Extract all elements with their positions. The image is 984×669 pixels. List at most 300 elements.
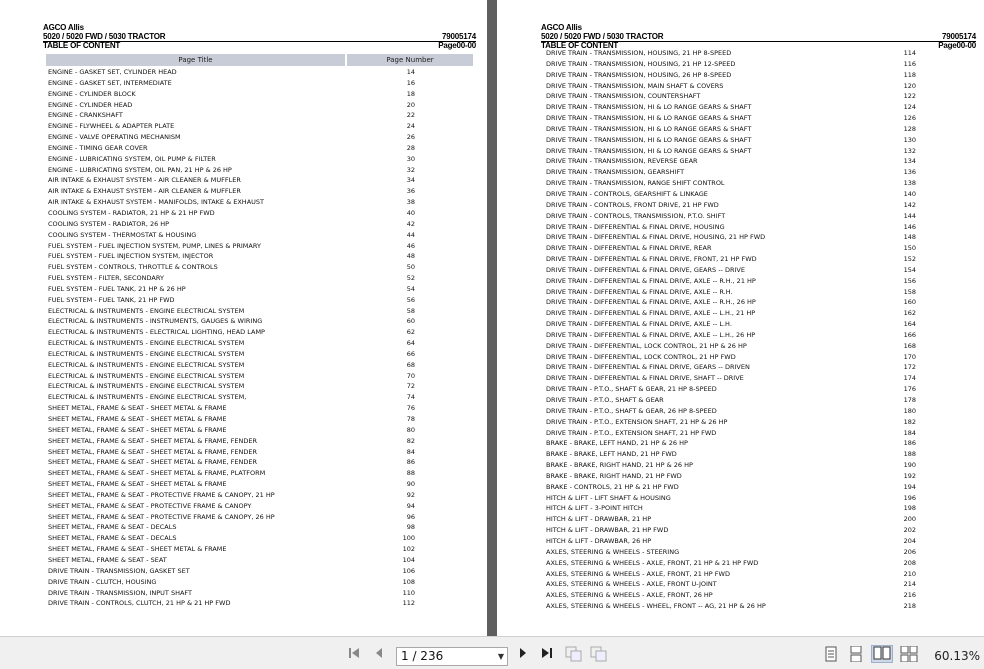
toc-entry-title: SHEET METAL, FRAME & SEAT - SHEET METAL & FRAME xyxy=(48,480,227,489)
toc-entry-title: SHEET METAL, FRAME & SEAT - SHEET METAL & FRAME, FENDER xyxy=(48,436,257,445)
toc-entry-page: 88 xyxy=(406,469,415,478)
toc-entry[interactable] xyxy=(546,569,916,580)
toc-entry-page: 162 xyxy=(903,309,916,318)
toc-entry[interactable] xyxy=(546,135,916,146)
toc-entry-title: AIR INTAKE & EXHAUST SYSTEM - MANIFOLDS, INTAKE & EXHAUST xyxy=(48,198,264,207)
toc-entry-title: ELECTRICAL & INSTRUMENTS - ENGINE ELECTRICAL SYSTEM xyxy=(48,382,245,391)
toc-entry[interactable] xyxy=(546,482,916,493)
toc-entry-page: 182 xyxy=(903,417,916,426)
toc-entry[interactable] xyxy=(48,533,415,544)
toc-entry-page: 190 xyxy=(903,461,916,470)
toc-entry-page: 144 xyxy=(903,211,916,220)
toc-entry[interactable] xyxy=(48,230,415,241)
toc-entry-page: 164 xyxy=(903,320,916,329)
toc-entry-title: DRIVE TRAIN - DIFFERENTIAL & FINAL DRIVE, HOUSING xyxy=(546,222,725,231)
viewer-toolbar xyxy=(0,636,984,669)
last-page-icon[interactable] xyxy=(538,646,556,662)
toc-entry-page: 100 xyxy=(402,534,415,543)
toc-entry[interactable] xyxy=(546,200,916,211)
toc-list-right xyxy=(546,48,916,612)
toc-entry-title: ELECTRICAL & INSTRUMENTS - ENGINE ELECTRICAL SYSTEM xyxy=(48,349,245,358)
toc-entry-page: 122 xyxy=(903,92,916,101)
toc-entry[interactable] xyxy=(546,232,916,243)
toc-entry-title: ENGINE - CYLINDER BLOCK xyxy=(48,89,136,98)
toc-entry[interactable] xyxy=(546,330,916,341)
toc-entry[interactable] xyxy=(48,588,415,599)
toc-entry[interactable] xyxy=(48,403,415,414)
toc-entry[interactable] xyxy=(48,447,415,458)
toc-entry-title: BRAKE - CONTROLS, 21 HP & 21 HP FWD xyxy=(546,482,679,491)
toc-entry[interactable] xyxy=(48,143,415,154)
toc-entry-title: DRIVE TRAIN - TRANSMISSION, HOUSING, 26 HP 8-SPEED xyxy=(546,70,732,79)
toc-entry-page: 154 xyxy=(903,265,916,274)
fit-page-icon[interactable] xyxy=(564,646,584,662)
toc-entry[interactable] xyxy=(546,91,916,102)
toc-entry-page: 214 xyxy=(903,580,916,589)
toc-entry-title: DRIVE TRAIN - CLUTCH, HOUSING xyxy=(48,577,157,586)
toc-entry-title: DRIVE TRAIN - TRANSMISSION, MAIN SHAFT & COVERS xyxy=(546,81,724,90)
toc-entry[interactable] xyxy=(48,197,415,208)
toc-entry-page: 184 xyxy=(903,428,916,437)
toc-label: TABLE OF CONTENT xyxy=(541,41,619,50)
toc-entry-title: DRIVE TRAIN - TRANSMISSION, HI & LO RANGE GEARS & SHAFT xyxy=(546,124,752,133)
toc-entry-page: 34 xyxy=(406,176,415,185)
toc-entry[interactable] xyxy=(546,102,916,113)
toc-entry[interactable] xyxy=(48,121,415,132)
toc-entry[interactable] xyxy=(48,381,415,392)
toc-entry-title: HITCH & LIFT - 3-POINT HITCH xyxy=(546,504,643,513)
toc-entry[interactable] xyxy=(546,590,916,601)
toc-entry-title: ENGINE - LUBRICATING SYSTEM, OIL PAN, 21 HP & 26 HP xyxy=(48,165,232,174)
toc-entry-page: 76 xyxy=(406,404,415,413)
toc-entry-title: DRIVE TRAIN - TRANSMISSION, RANGE SHIFT CONTROL xyxy=(546,179,725,188)
toc-entry-title: ELECTRICAL & INSTRUMENTS - ENGINE ELECTRICAL SYSTEM xyxy=(48,371,245,380)
toc-entry[interactable] xyxy=(546,146,916,157)
toc-entry[interactable] xyxy=(546,222,916,233)
toc-entry[interactable] xyxy=(48,67,415,78)
toc-entry-title: DRIVE TRAIN - CONTROLS, TRANSMISSION, P.T.O. SHIFT xyxy=(546,211,726,220)
two-page-view-icon[interactable] xyxy=(871,645,893,663)
toc-entry-page: 96 xyxy=(406,512,415,521)
toc-entry[interactable] xyxy=(48,78,415,89)
prev-page-icon[interactable] xyxy=(371,646,387,662)
column-header-page-title: Page Title xyxy=(46,54,345,66)
toc-entry[interactable] xyxy=(48,349,415,360)
toc-entry-page: 38 xyxy=(406,198,415,207)
toc-entry-page: 196 xyxy=(903,493,916,502)
toc-entry[interactable] xyxy=(546,417,916,428)
part-number: 79005174 xyxy=(442,32,476,41)
toc-entry-page: 112 xyxy=(402,599,415,608)
toc-entry-page: 74 xyxy=(406,393,415,402)
toc-entry-page: 152 xyxy=(903,255,916,264)
page-ref: Page00-00 xyxy=(438,41,476,50)
toc-entry-title: DRIVE TRAIN - P.T.O., EXTENSION SHAFT, 21 HP FWD xyxy=(546,428,717,437)
toc-entry[interactable] xyxy=(546,525,916,536)
toc-entry[interactable] xyxy=(48,577,415,588)
toc-entry-title: BRAKE - BRAKE, RIGHT HAND, 21 HP & 26 HP xyxy=(546,461,693,470)
toc-entry[interactable] xyxy=(546,265,916,276)
toc-entry-title: SHEET METAL, FRAME & SEAT - PROTECTIVE FRAME & CANOPY, 26 HP xyxy=(48,512,275,521)
toc-entry-title: SHEET METAL, FRAME & SEAT - DECALS xyxy=(48,534,177,543)
toc-entry-title: DRIVE TRAIN - CONTROLS, GEARSHIFT & LINKAGE xyxy=(546,189,708,198)
toc-entry-title: ENGINE - FLYWHEEL & ADAPTER PLATE xyxy=(48,122,175,131)
toc-entry-title: DRIVE TRAIN - DIFFERENTIAL & FINAL DRIVE, GEARS -- DRIVE xyxy=(546,265,745,274)
toc-entry[interactable] xyxy=(546,48,916,59)
toc-entry-page: 210 xyxy=(903,569,916,578)
toc-entry-title: SHEET METAL, FRAME & SEAT - SEAT xyxy=(48,555,167,564)
toc-entry-page: 148 xyxy=(903,233,916,242)
toc-entry[interactable] xyxy=(48,414,415,425)
model-line: 5020 / 5020 FWD / 5030 TRACTOR xyxy=(43,32,166,41)
toc-entry-page: 192 xyxy=(903,471,916,480)
toc-entry[interactable] xyxy=(546,428,916,439)
toc-entry-page: 146 xyxy=(903,222,916,231)
toc-entry[interactable] xyxy=(48,306,415,317)
toc-entry[interactable] xyxy=(546,503,916,514)
toc-entry-title: DRIVE TRAIN - DIFFERENTIAL & FINAL DRIVE, SHAFT -- DRIVE xyxy=(546,374,744,383)
toc-entry-page: 92 xyxy=(406,490,415,499)
toc-entry[interactable] xyxy=(48,327,415,338)
toc-entry-title: BRAKE - BRAKE, RIGHT HAND, 21 HP FWD xyxy=(546,471,682,480)
brand-name: AGCO Allis xyxy=(43,23,84,32)
toc-entry[interactable] xyxy=(546,189,916,200)
toc-entry-title: SHEET METAL, FRAME & SEAT - SHEET METAL & FRAME xyxy=(48,415,227,423)
toc-entry[interactable] xyxy=(546,113,916,124)
toc-entry-title: FUEL SYSTEM - FUEL TANK, 21 HP & 26 HP xyxy=(48,284,186,293)
toc-entry-title: DRIVE TRAIN - TRANSMISSION, REVERSE GEAR xyxy=(546,157,698,166)
toc-entry[interactable] xyxy=(546,373,916,384)
two-page-continuous-view-icon[interactable] xyxy=(899,646,919,662)
toc-entry-title: DRIVE TRAIN - DIFFERENTIAL & FINAL DRIVE, AXLE -- L.H., 21 HP xyxy=(546,309,756,318)
toc-entry[interactable] xyxy=(48,89,415,100)
toc-entry[interactable] xyxy=(546,536,916,547)
toc-entry-title: ELECTRICAL & INSTRUMENTS - ENGINE ELECTRICAL SYSTEM xyxy=(48,360,245,369)
toc-entry-page: 24 xyxy=(406,122,415,131)
toc-entry[interactable] xyxy=(546,178,916,189)
toc-entry-page: 94 xyxy=(406,501,415,510)
toc-entry[interactable] xyxy=(546,308,916,319)
toc-entry-title: ELECTRICAL & INSTRUMENTS - ENGINE ELECTRICAL SYSTEM xyxy=(48,306,245,315)
toc-entry[interactable] xyxy=(546,471,916,482)
toc-entry[interactable] xyxy=(48,512,415,523)
toc-entry-page: 168 xyxy=(903,341,916,350)
toc-entry-title: DRIVE TRAIN - TRANSMISSION, GASKET SET xyxy=(48,566,190,575)
toc-entry-page: 130 xyxy=(903,135,916,144)
toc-entry-title: SHEET METAL, FRAME & SEAT - SHEET METAL & FRAME xyxy=(48,545,227,554)
toc-entry-title: AXLES, STEERING & WHEELS - AXLE, FRONT U-JOINT xyxy=(546,580,717,589)
toc-entry-title: SHEET METAL, FRAME & SEAT - SHEET METAL & FRAME, FENDER xyxy=(48,447,257,456)
toc-entry-page: 32 xyxy=(406,165,415,174)
toc-entry-title: SHEET METAL, FRAME & SEAT - SHEET METAL & FRAME xyxy=(48,425,227,434)
page-ref: Page00-00 xyxy=(938,41,976,50)
toc-entry[interactable] xyxy=(546,579,916,590)
toc-entry-page: 72 xyxy=(406,382,415,391)
toc-entry-title: ELECTRICAL & INSTRUMENTS - INSTRUMENTS, GAUGES & WIRING xyxy=(48,317,263,326)
toc-entry-page: 54 xyxy=(406,284,415,293)
toc-entry-title: SHEET METAL, FRAME & SEAT - PROTECTIVE FRAME & CANOPY xyxy=(48,501,252,510)
toc-entry-page: 106 xyxy=(402,566,415,575)
toc-entry[interactable] xyxy=(48,132,415,143)
toc-entry-title: DRIVE TRAIN - P.T.O., SHAFT & GEAR, 26 HP 8-SPEED xyxy=(546,406,717,415)
toc-entry[interactable] xyxy=(546,59,916,70)
toc-entry-page: 116 xyxy=(903,59,916,68)
toc-entry[interactable] xyxy=(546,493,916,504)
toc-entry-page: 138 xyxy=(903,179,916,188)
toc-entry[interactable] xyxy=(546,352,916,363)
toc-entry[interactable] xyxy=(48,338,415,349)
toc-entry[interactable] xyxy=(546,362,916,373)
toc-entry[interactable] xyxy=(48,219,415,230)
toc-entry-title: ELECTRICAL & INSTRUMENTS - ENGINE ELECTRICAL SYSTEM xyxy=(48,339,245,348)
toc-entry-page: 80 xyxy=(406,425,415,434)
toc-entry[interactable] xyxy=(48,186,415,197)
toc-entry[interactable] xyxy=(546,156,916,167)
toc-entry[interactable] xyxy=(546,406,916,417)
toc-entry-page: 86 xyxy=(406,458,415,467)
toc-entry-page: 66 xyxy=(406,349,415,358)
toc-entry-title: BRAKE - BRAKE, LEFT HAND, 21 HP FWD xyxy=(546,450,677,459)
toc-entry-title: DRIVE TRAIN - DIFFERENTIAL & FINAL DRIVE, AXLE -- R.H. xyxy=(546,287,733,296)
toc-entry[interactable] xyxy=(546,254,916,265)
toc-entry-title: DRIVE TRAIN - TRANSMISSION, COUNTERSHAFT xyxy=(546,92,701,101)
fit-width-icon[interactable] xyxy=(589,646,609,662)
toc-entry[interactable] xyxy=(48,208,415,219)
toc-entry[interactable] xyxy=(48,490,415,501)
toc-entry[interactable] xyxy=(48,555,415,566)
toc-entry-page: 62 xyxy=(406,328,415,337)
toc-entry-page: 46 xyxy=(406,241,415,250)
toc-entry-title: FUEL SYSTEM - CONTROLS, THROTTLE & CONTROLS xyxy=(48,263,218,272)
toc-entry-page: 52 xyxy=(406,274,415,283)
model-line: 5020 / 5020 FWD / 5030 TRACTOR xyxy=(541,32,664,41)
toc-entry-page: 158 xyxy=(903,287,916,296)
toc-entry[interactable] xyxy=(546,287,916,298)
toc-entry[interactable] xyxy=(48,501,415,512)
toc-entry[interactable] xyxy=(48,154,415,165)
first-page-icon[interactable] xyxy=(345,646,363,662)
toc-entry[interactable] xyxy=(48,371,415,382)
toc-entry-title: HITCH & LIFT - DRAWBAR, 21 HP FWD xyxy=(546,526,669,535)
toc-label: TABLE OF CONTENT xyxy=(43,41,121,50)
toc-entry[interactable] xyxy=(48,251,415,262)
toc-entry-title: ENGINE - GASKET SET, INTERMEDIATE xyxy=(48,78,172,87)
toc-entry[interactable] xyxy=(546,514,916,525)
toc-entry[interactable] xyxy=(48,522,415,533)
toc-entry-page: 200 xyxy=(903,515,916,524)
toc-entry[interactable] xyxy=(546,70,916,81)
toc-entry-title: ENGINE - CYLINDER HEAD xyxy=(48,100,133,109)
toc-entry-page: 42 xyxy=(406,219,415,228)
toc-entry-title: AIR INTAKE & EXHAUST SYSTEM - AIR CLEANER & MUFFLER xyxy=(48,176,241,185)
page-number-select[interactable] xyxy=(396,647,508,666)
toc-entry[interactable] xyxy=(48,284,415,295)
toc-entry-page: 28 xyxy=(406,143,415,152)
toc-entry[interactable] xyxy=(48,110,415,121)
toc-entry-title: ELECTRICAL & INSTRUMENTS - ENGINE ELECTRICAL SYSTEM, xyxy=(48,393,247,402)
toc-entry-title: DRIVE TRAIN - P.T.O., SHAFT & GEAR xyxy=(546,396,664,404)
toc-entry[interactable] xyxy=(48,468,415,479)
toc-entry[interactable] xyxy=(546,395,916,406)
toc-entry-title: HITCH & LIFT - DRAWBAR, 21 HP xyxy=(546,515,652,524)
toc-entry-title: DRIVE TRAIN - DIFFERENTIAL & FINAL DRIVE, REAR xyxy=(546,244,712,253)
toc-entry[interactable] xyxy=(546,449,916,460)
toc-entry-title: ENGINE - CRANKSHAFT xyxy=(48,111,123,120)
toc-entry-page: 22 xyxy=(406,111,415,120)
toc-entry-title: DRIVE TRAIN - DIFFERENTIAL & FINAL DRIVE, AXLE -- R.H., 21 HP xyxy=(546,276,756,285)
toc-entry-title: DRIVE TRAIN - CONTROLS, FRONT DRIVE, 21 HP FWD xyxy=(546,200,719,209)
chevron-down-icon: ▼ xyxy=(497,652,504,661)
toc-entry-page: 56 xyxy=(406,295,415,304)
toc-entry[interactable] xyxy=(48,425,415,436)
toc-entry-page: 90 xyxy=(406,480,415,489)
toc-entry-page: 64 xyxy=(406,339,415,348)
toc-entry-title: DRIVE TRAIN - DIFFERENTIAL & FINAL DRIVE, HOUSING, 21 HP FWD xyxy=(546,233,766,242)
toc-entry-page: 128 xyxy=(903,124,916,133)
toc-entry[interactable] xyxy=(546,384,916,395)
pdf-page-left xyxy=(0,0,487,636)
toc-list-left xyxy=(48,67,415,609)
toc-entry-page: 110 xyxy=(402,588,415,597)
toc-entry[interactable] xyxy=(48,175,415,186)
toc-entry-page: 160 xyxy=(903,298,916,307)
toc-entry[interactable] xyxy=(546,211,916,222)
single-page-view-icon[interactable] xyxy=(823,646,839,662)
toc-entry-title: AXLES, STEERING & WHEELS - STEERING xyxy=(546,547,680,556)
toc-entry-title: DRIVE TRAIN - TRANSMISSION, HOUSING, 21 HP 12-SPEED xyxy=(546,59,736,68)
toc-entry-page: 204 xyxy=(903,536,916,545)
continuous-view-icon[interactable] xyxy=(848,646,864,662)
toc-entry[interactable] xyxy=(48,392,415,403)
column-header-page-number: Page Number xyxy=(347,54,473,66)
toc-entry-page: 202 xyxy=(903,526,916,535)
toc-entry-page: 150 xyxy=(903,244,916,253)
toc-entry-page: 118 xyxy=(903,70,916,79)
toc-entry-page: 198 xyxy=(903,504,916,513)
toc-entry-title: AXLES, STEERING & WHEELS - AXLE, FRONT, 21 HP FWD xyxy=(546,569,730,578)
toc-entry-page: 166 xyxy=(903,330,916,339)
toc-entry[interactable] xyxy=(546,243,916,254)
toc-entry-page: 78 xyxy=(406,415,415,423)
toc-entry-page: 194 xyxy=(903,482,916,491)
toc-entry-title: AIR INTAKE & EXHAUST SYSTEM - AIR CLEANER & MUFFLER xyxy=(48,187,241,196)
toc-entry-title: SHEET METAL, FRAME & SEAT - DECALS xyxy=(48,523,177,532)
toc-entry-page: 178 xyxy=(903,396,916,404)
toc-entry[interactable] xyxy=(48,360,415,371)
toc-entry[interactable] xyxy=(48,598,415,609)
toc-entry[interactable] xyxy=(546,547,916,558)
toc-entry-page: 120 xyxy=(903,81,916,90)
toc-entry[interactable] xyxy=(48,100,415,111)
toc-entry-title: DRIVE TRAIN - DIFFERENTIAL & FINAL DRIVE, FRONT, 21 HP FWD xyxy=(546,255,757,264)
toc-entry-title: DRIVE TRAIN - CONTROLS, CLUTCH, 21 HP & 21 HP FWD xyxy=(48,599,231,608)
toc-entry[interactable] xyxy=(48,273,415,284)
toc-entry[interactable] xyxy=(546,124,916,135)
toc-entry-page: 84 xyxy=(406,447,415,456)
toc-entry[interactable] xyxy=(48,295,415,306)
toc-entry[interactable] xyxy=(546,558,916,569)
toc-entry-page: 174 xyxy=(903,374,916,383)
toc-entry-title: DRIVE TRAIN - DIFFERENTIAL, LOCK CONTROL, 21 HP FWD xyxy=(546,352,736,361)
toc-entry[interactable] xyxy=(546,460,916,471)
toc-entry[interactable] xyxy=(546,438,916,449)
toc-entry-title: FUEL SYSTEM - FUEL INJECTION SYSTEM, INJECTOR xyxy=(48,252,214,261)
toc-entry-title: ENGINE - LUBRICATING SYSTEM, OIL PUMP & FILTER xyxy=(48,154,216,163)
toc-entry-page: 142 xyxy=(903,200,916,209)
toc-entry-title: FUEL SYSTEM - FILTER, SECONDARY xyxy=(48,274,164,283)
next-page-icon[interactable] xyxy=(515,646,531,662)
toc-entry-title: DRIVE TRAIN - P.T.O., SHAFT & GEAR, 21 HP 8-SPEED xyxy=(546,385,717,394)
toc-entry-title: COOLING SYSTEM - RADIATOR, 21 HP & 21 HP FWD xyxy=(48,208,215,217)
toc-entry-title: AXLES, STEERING & WHEELS - AXLE, FRONT, 26 HP xyxy=(546,591,713,600)
toc-entry[interactable] xyxy=(48,566,415,577)
toc-entry[interactable] xyxy=(546,81,916,92)
toc-entry-page: 176 xyxy=(903,385,916,394)
toc-entry[interactable] xyxy=(48,165,415,176)
toc-entry-page: 124 xyxy=(903,103,916,112)
toc-entry-page: 102 xyxy=(402,545,415,554)
toc-entry-page: 30 xyxy=(406,154,415,163)
toc-entry-page: 140 xyxy=(903,189,916,198)
toc-entry-title: ENGINE - GASKET SET, CYLINDER HEAD xyxy=(48,68,177,76)
toc-entry-title: DRIVE TRAIN - P.T.O., EXTENSION SHAFT, 21 HP & 26 HP xyxy=(546,417,728,426)
toc-entry-page: 50 xyxy=(406,263,415,272)
toc-entry[interactable] xyxy=(546,319,916,330)
toc-entry-page: 60 xyxy=(406,317,415,326)
toc-entry[interactable] xyxy=(546,167,916,178)
toc-entry[interactable] xyxy=(48,457,415,468)
toc-entry[interactable] xyxy=(546,341,916,352)
toc-entry-page: 134 xyxy=(903,157,916,166)
toc-entry-title: DRIVE TRAIN - DIFFERENTIAL & FINAL DRIVE, AXLE -- R.H., 26 HP xyxy=(546,298,756,307)
toc-entry-title: FUEL SYSTEM - FUEL TANK, 21 HP FWD xyxy=(48,295,175,304)
toc-entry[interactable] xyxy=(48,316,415,327)
toc-entry-page: 172 xyxy=(903,363,916,372)
toc-entry-title: ELECTRICAL & INSTRUMENTS - ELECTRICAL LIGHTING, HEAD LAMP xyxy=(48,328,265,337)
toc-entry-title: DRIVE TRAIN - TRANSMISSION, HOUSING, 21 HP 8-SPEED xyxy=(546,49,732,57)
toc-entry-title: FUEL SYSTEM - FUEL INJECTION SYSTEM, PUMP, LINES & PRIMARY xyxy=(48,241,261,250)
toc-entry[interactable] xyxy=(48,544,415,555)
toc-entry-page: 218 xyxy=(903,602,916,611)
toc-entry-page: 70 xyxy=(406,371,415,380)
toc-entry-title: COOLING SYSTEM - RADIATOR, 26 HP xyxy=(48,219,170,228)
toc-entry-title: DRIVE TRAIN - TRANSMISSION, HI & LO RANGE GEARS & SHAFT xyxy=(546,135,752,144)
toc-entry-page: 186 xyxy=(903,439,916,448)
toc-entry[interactable] xyxy=(48,479,415,490)
toc-entry-page: 216 xyxy=(903,591,916,600)
toc-entry-page: 136 xyxy=(903,168,916,177)
toc-entry-page: 82 xyxy=(406,436,415,445)
toc-entry-page: 132 xyxy=(903,146,916,155)
toc-entry-page: 206 xyxy=(903,547,916,556)
toc-entry-page: 20 xyxy=(406,100,415,109)
toc-entry[interactable] xyxy=(546,276,916,287)
toc-entry[interactable] xyxy=(48,262,415,273)
zoom-level[interactable]: 60.13% xyxy=(934,649,980,663)
toc-entry-page: 180 xyxy=(903,406,916,415)
toc-entry[interactable] xyxy=(48,241,415,252)
toc-entry-page: 68 xyxy=(406,360,415,369)
toc-entry[interactable] xyxy=(48,436,415,447)
toc-entry-title: DRIVE TRAIN - TRANSMISSION, HI & LO RANGE GEARS & SHAFT xyxy=(546,146,752,155)
toc-entry[interactable] xyxy=(546,601,916,612)
toc-entry-title: DRIVE TRAIN - DIFFERENTIAL & FINAL DRIVE, AXLE -- L.H., 26 HP xyxy=(546,330,756,339)
toc-entry-page: 114 xyxy=(903,49,916,57)
toc-entry-title: SHEET METAL, FRAME & SEAT - SHEET METAL & FRAME xyxy=(48,404,227,413)
toc-entry-page: 44 xyxy=(406,230,415,239)
toc-entry-title: ENGINE - VALVE OPERATING MECHANISM xyxy=(48,133,181,142)
toc-entry[interactable] xyxy=(546,297,916,308)
